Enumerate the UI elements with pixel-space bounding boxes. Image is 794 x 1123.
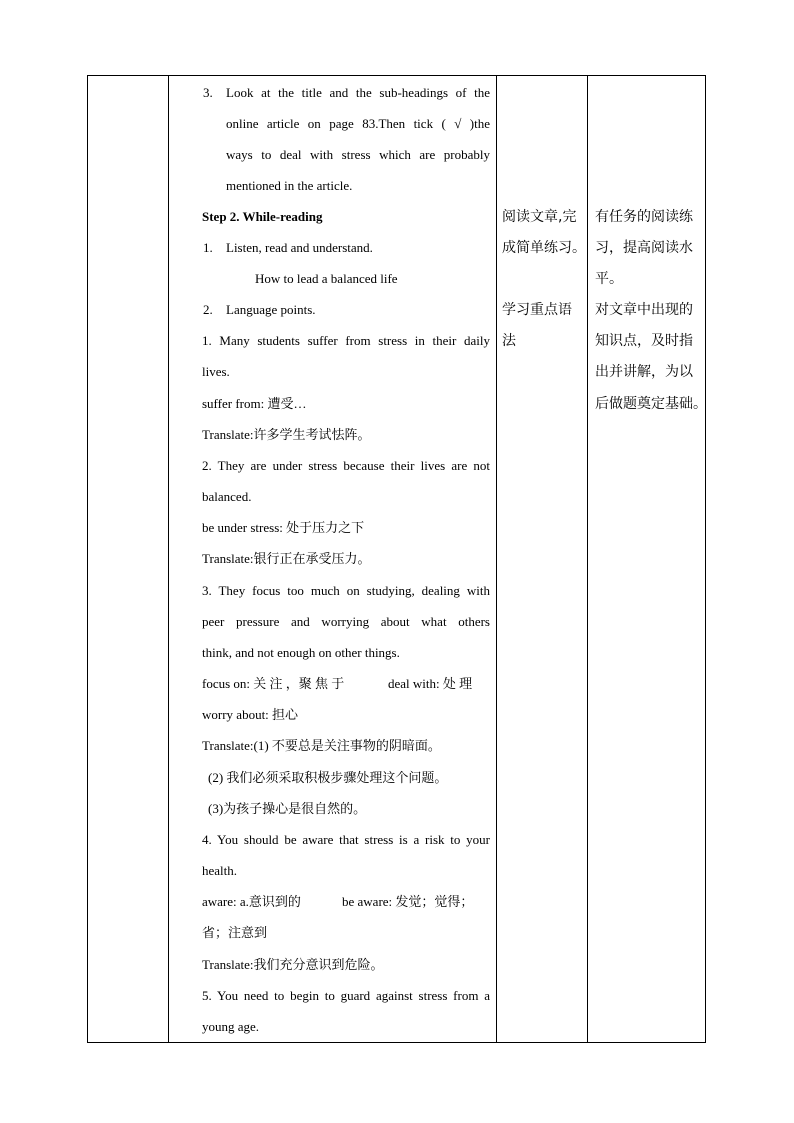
point4-translate: Translate:我们充分意识到危险。	[202, 957, 384, 972]
item1-number: 1.	[203, 240, 213, 255]
point3-translate-2: (2) 我们必须采取积极步骤处理这个问题。	[208, 770, 448, 785]
point3-line-3: think, and not enough on other things.	[202, 645, 400, 660]
point3-translate-3: (3)为孩子操心是很自然的。	[208, 801, 367, 816]
point2-line-1: 2. They are under stress because their lives are not	[202, 458, 490, 473]
item3-line-1: Look at the title and the sub-headings of the	[226, 85, 490, 100]
point1-line-1: 1. Many students suffer from stress in their daily	[202, 333, 490, 348]
point3-vocab-focus: focus on: 关 注 ，聚 焦 于	[202, 676, 345, 691]
purpose-line-3: 平。	[595, 271, 623, 287]
purpose-line-1: 有任务的阅读练	[595, 209, 693, 225]
purpose-line-2: 习，提高阅读水	[595, 240, 693, 256]
purpose-line-7: 后做题奠定基础。	[595, 396, 707, 412]
point3-line-1: 3. They focus too much on studying, dealing with	[202, 583, 490, 598]
point4-line-2: health.	[202, 863, 238, 878]
activity-line-3: 学习重点语	[502, 302, 572, 318]
point4-vocab-cont: 省；注意到	[202, 925, 268, 940]
item1-text: Listen, read and understand.	[226, 240, 373, 255]
purpose-column	[587, 76, 707, 1042]
blank-first-column	[88, 76, 168, 1042]
lesson-plan-table	[87, 75, 706, 1043]
point1-translate: Translate:许多学生考试怯阵。	[202, 427, 371, 442]
point1-vocab: suffer from: 遭受…	[202, 396, 307, 411]
point3-vocab-worry: worry about: 担心	[202, 707, 299, 722]
point5-line-2: young age.	[202, 1019, 260, 1034]
point2-translate: Translate:银行正在承受压力。	[202, 551, 371, 566]
point4-vocab-aware: aware: a.意识到的	[202, 894, 301, 909]
item3-line-4: mentioned in the article.	[226, 178, 353, 193]
item3-number: 3.	[203, 85, 213, 100]
point1-line-2: lives.	[202, 364, 230, 379]
point3-line-2: peer pressure and worrying about what others	[202, 614, 490, 629]
activity-line-4: 法	[502, 333, 516, 349]
point4-vocab-be-aware: be aware: 发觉；觉得；	[342, 894, 474, 909]
activity-line-1: 阅读文章,完	[502, 209, 577, 225]
reading-subtitle: How to lead a balanced life	[255, 271, 398, 286]
point2-line-2: balanced.	[202, 489, 252, 504]
purpose-line-6: 出并讲解，为以	[595, 364, 693, 380]
point2-vocab: be under stress: 处于压力之下	[202, 520, 365, 535]
item2-number: 2.	[203, 302, 213, 317]
point5-line-1: 5. You need to begin to guard against stress from a	[202, 988, 490, 1003]
step2-heading: Step 2. While-reading	[202, 209, 323, 224]
item3-line-2: online article on page 83.Then tick ( √ )the	[226, 116, 490, 131]
purpose-line-5: 知识点，及时指	[595, 333, 693, 349]
point3-vocab-deal: deal with: 处 理	[388, 676, 473, 691]
activity-line-2: 成简单练习。	[502, 240, 586, 256]
point4-line-1: 4. You should be aware that stress is a risk to your	[202, 832, 490, 847]
procedure-column	[168, 76, 496, 1042]
item2-text: Language points.	[226, 302, 316, 317]
point3-translate-1: Translate:(1) 不要总是关注事物的阴暗面。	[202, 738, 441, 753]
item3-line-3: ways to deal with stress which are probably	[226, 147, 490, 162]
activity-column	[496, 76, 587, 1042]
purpose-line-4: 对文章中出现的	[595, 302, 693, 318]
